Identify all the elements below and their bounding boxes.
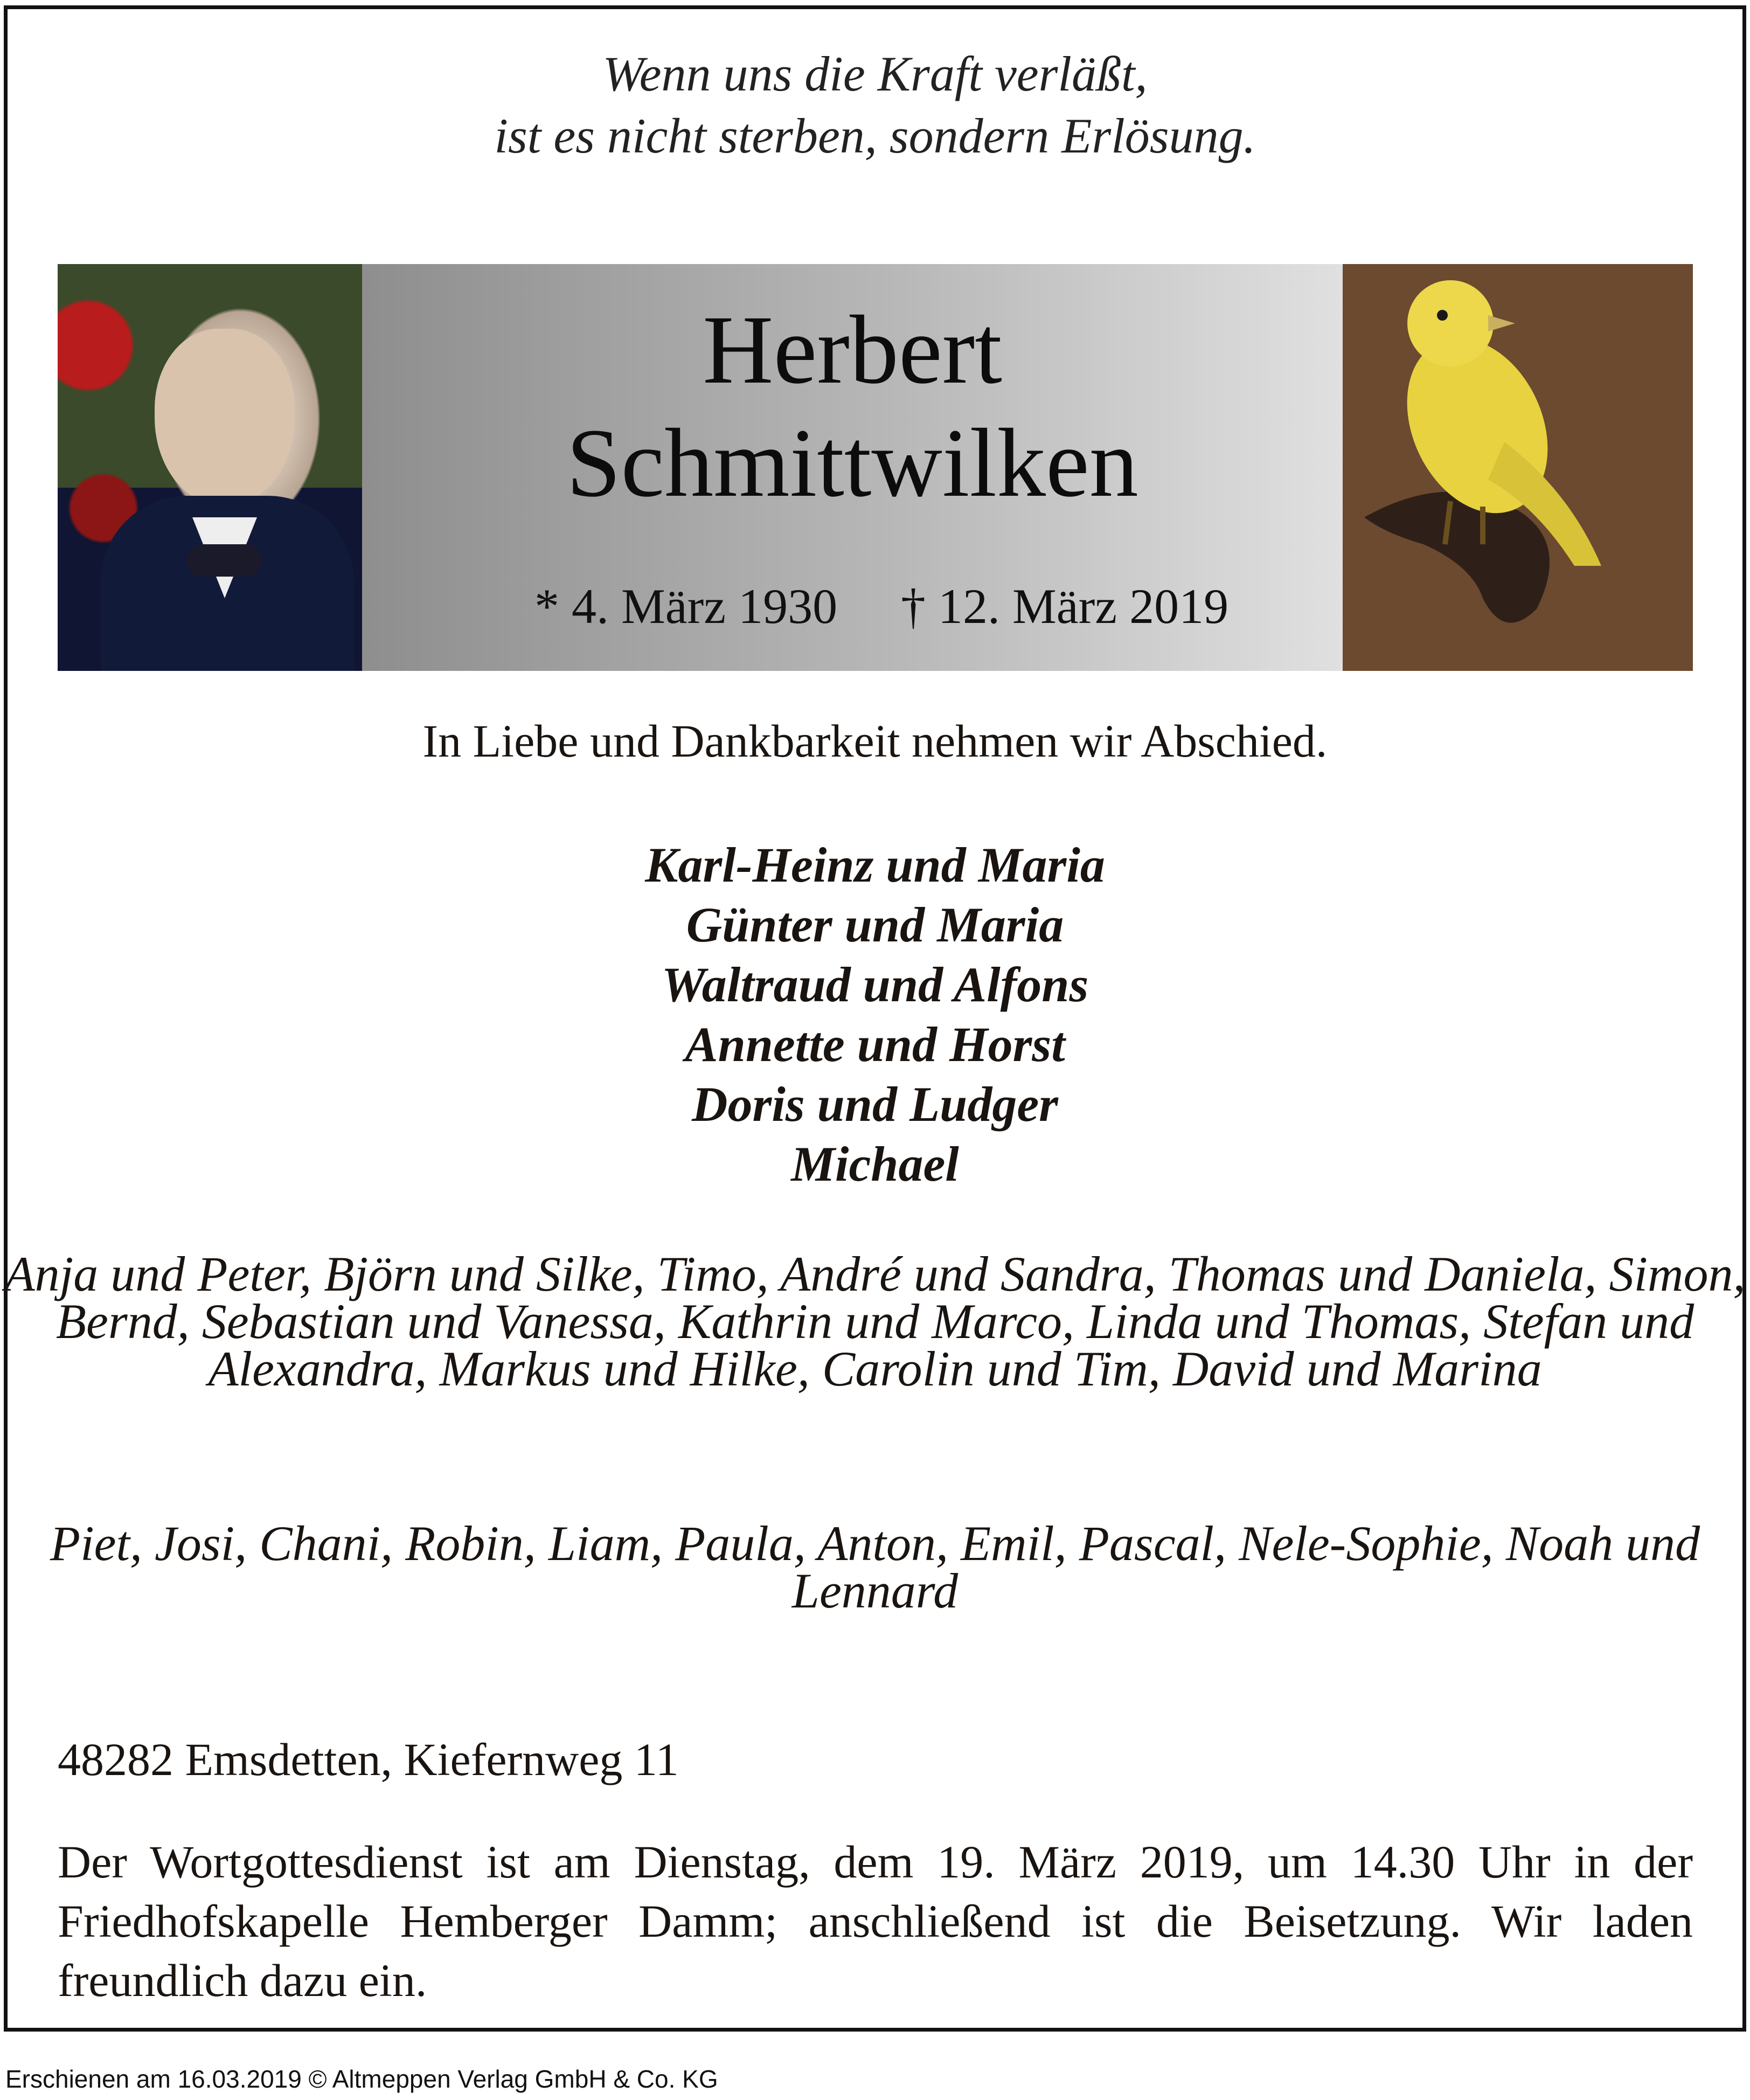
publication-footer: Erschienen am 16.03.2019 © Altmeppen Verlag GmbH & Co. KG [5,2065,718,2093]
grandchildren-list: Anja und Peter, Björn und Silke, Timo, André und Sandra, Thomas und Daniela, Simon, Bernd, Sebastian und Vanessa, Kathrin und Marco, Linda und Thomas, Stefan und Alexandra, Markus und Hilke, Carolin und Tim, David und Marina [4,1246,1746,1396]
death-date: † 12. März 2019 [901,579,1229,634]
first-name: Herbert [703,296,1002,404]
child-entry: Waltraud und Alfons [661,957,1089,1012]
child-entry: Günter und Maria [686,897,1064,952]
child-entry: Karl-Heinz und Maria [645,837,1105,892]
portrait-face [155,329,295,507]
address: 48282 Emsdetten, Kiefernweg 11 [58,1734,679,1785]
last-name: Schmittwilken [566,409,1138,517]
children-list [0,835,1750,1194]
name-plate [362,264,1343,671]
child-entry: Annette und Horst [685,1017,1065,1072]
canary-icon [1343,264,1693,671]
canary-picture [1343,264,1693,671]
great-grandchildren-list: Piet, Josi, Chani, Robin, Liam, Paula, Anton, Emil, Pascal, Nele-Sophie, Noah und Lennard [50,1516,1700,1618]
portrait-bowtie [187,544,262,577]
service-info: Der Wortgottesdienst ist am Dienstag, dem 19. März 2019, um 14.30 Uhr in der Friedhofskapelle Hemberger Damm; anschließend ist die Beisetzung. Wir laden freundlich dazu ein. [58,1836,1693,2006]
motto [0,43,1750,167]
child-entry: Doris und Ludger [692,1077,1058,1132]
name-banner [58,264,1693,671]
farewell-text: In Liebe und Dankbarkeit nehmen wir Abschied. [422,715,1328,767]
motto-line-2: ist es nicht sterben, sondern Erlösung. [494,108,1256,163]
child-entry: Michael [791,1136,959,1191]
birth-date: * 4. März 1930 [534,579,838,634]
motto-line-1: Wenn uns die Kraft verläßt, [602,46,1148,101]
portrait-photo [58,264,362,671]
